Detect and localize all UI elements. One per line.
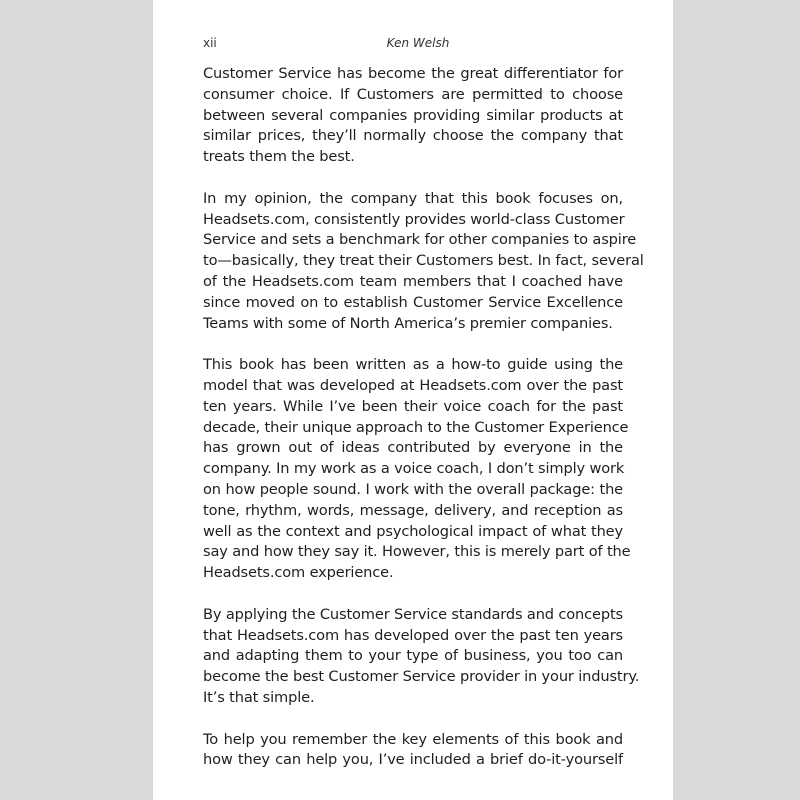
text-line: tone, rhythm, words, message, delivery, and reception as [203, 501, 623, 519]
text-line: and adapting them to your type of business, you too can [203, 647, 623, 665]
text-line: ten years. While I’ve been their voice coach for the past [203, 397, 623, 415]
text-line: decade, their unique approach to the Customer Experience [203, 418, 629, 436]
text-line: model that was developed at Headsets.com over the past [203, 376, 623, 394]
page-number: xii [203, 36, 217, 50]
text-line: This book has been written as a how-to guide using the [203, 356, 623, 374]
text-line: has grown out of ideas contributed by everyone in the [203, 439, 623, 457]
text-line: well as the context and psychological impact of what they [203, 522, 623, 540]
text-line: It’s that simple. [203, 688, 315, 706]
author-name: Ken Welsh [386, 36, 450, 50]
paragraph-5 [203, 730, 623, 772]
text-line: on how people sound. I work with the overall package: the [203, 480, 623, 498]
book-page [153, 0, 673, 800]
text-line: By applying the Customer Service standards and concepts [203, 605, 623, 623]
text-line: how they can help you, I’ve included a brief do-it-yourself [203, 751, 623, 769]
text-line: since moved on to establish Customer Service Excellence [203, 293, 623, 311]
text-line: consumer choice. If Customers are permitted to choose [203, 85, 623, 103]
running-head [203, 36, 623, 52]
text-line: say and how they say it. However, this is merely part of the [203, 543, 631, 561]
text-line: similar prices, they’ll normally choose the company that [203, 127, 623, 145]
paragraph-1 [203, 64, 623, 168]
paragraph-4 [203, 605, 640, 709]
text-line: Headsets.com, consistently provides world-class Customer [203, 210, 625, 228]
text-line: that Headsets.com has developed over the past ten years [203, 626, 623, 644]
text-line: to—basically, they treat their Customers best. In fact, several [203, 252, 644, 270]
text-line: Headsets.com experience. [203, 564, 394, 582]
text-line: become the best Customer Service provider in your industry. [203, 668, 640, 686]
text-line: between several companies providing similar products at [203, 106, 623, 124]
text-line: Customer Service has become the great differentiator for [203, 65, 623, 82]
paragraph-3 [203, 355, 631, 584]
text-line: Teams with some of North America’s premier companies. [203, 314, 613, 332]
paragraph-2 [203, 189, 644, 335]
text-line: In my opinion, the company that this book focuses on, [203, 189, 623, 207]
text-line: of the Headsets.com team members that I coached have [203, 272, 623, 290]
text-line: To help you remember the key elements of this book and [203, 730, 623, 748]
text-line: Service and sets a benchmark for other companies to aspire [203, 231, 637, 249]
text-line: treats them the best. [203, 148, 355, 166]
body-text [203, 64, 644, 792]
text-line: company. In my work as a voice coach, I don’t simply work [203, 460, 625, 478]
